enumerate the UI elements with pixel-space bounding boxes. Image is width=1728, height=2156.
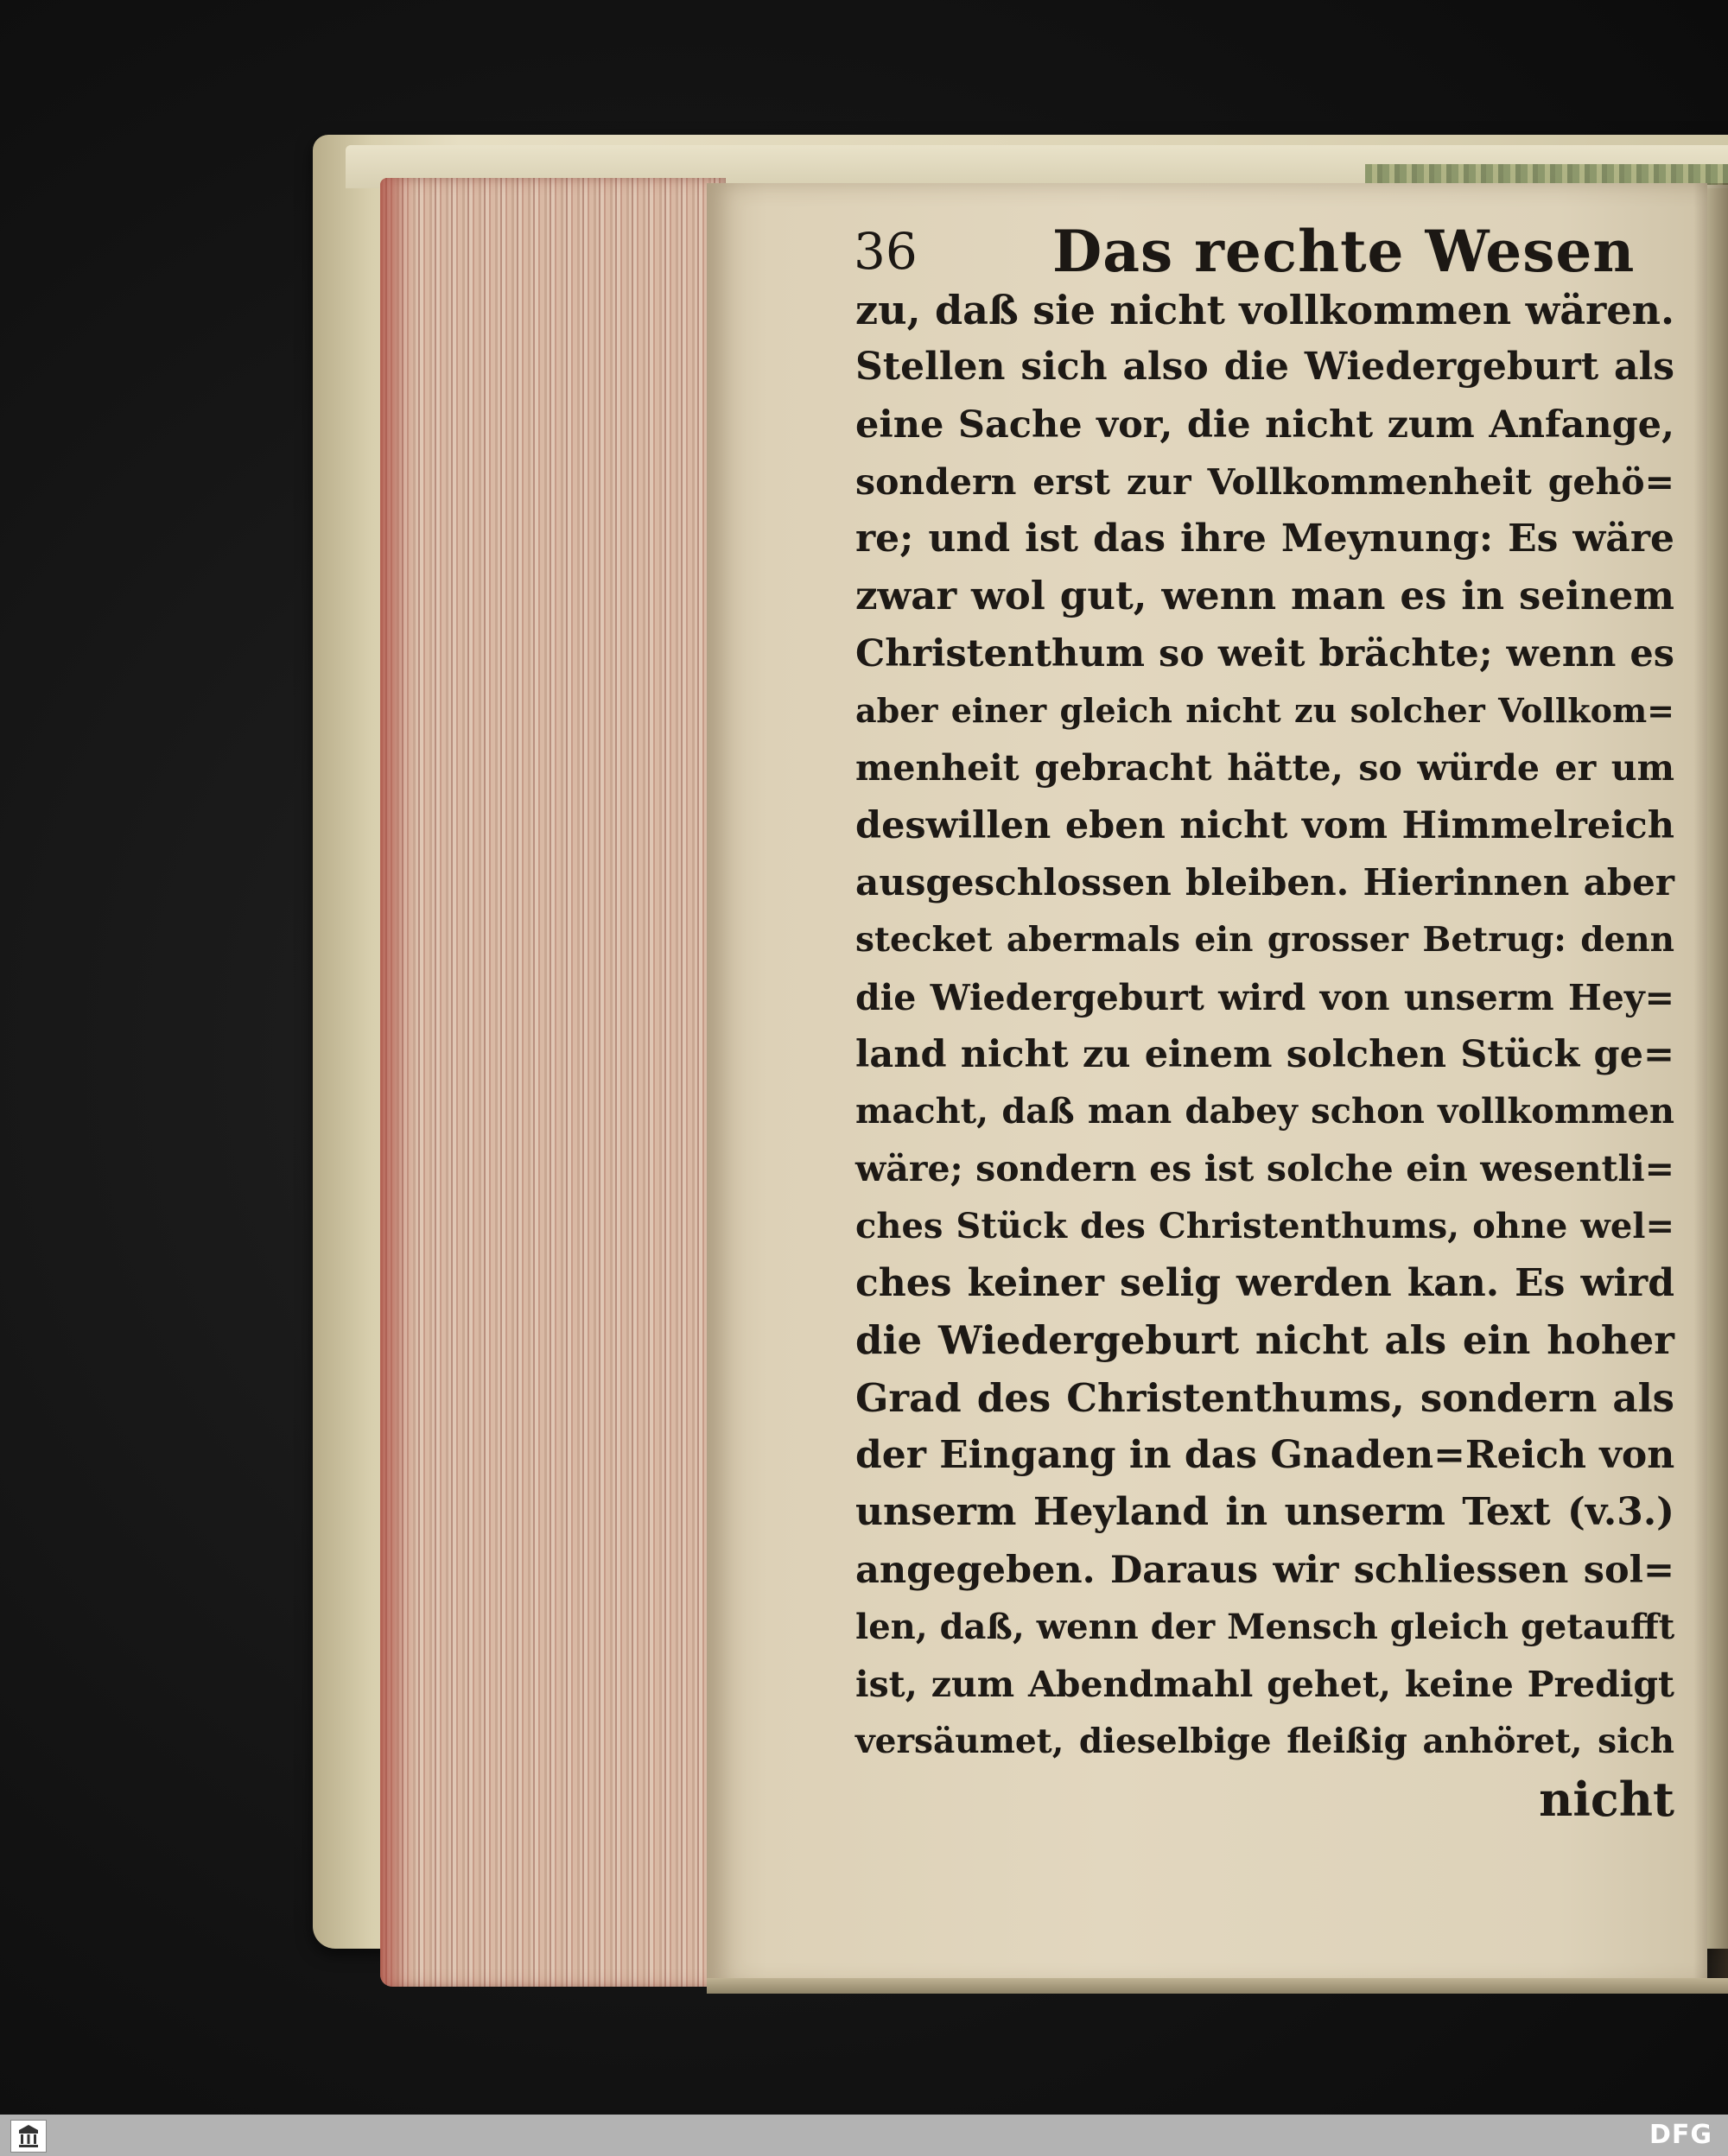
text-line: aber einer gleich nicht zu solcher Vollkom= [855, 691, 1674, 731]
body-text [855, 282, 1674, 1828]
text-line: land nicht zu einem solchen Stück ge= [855, 1032, 1674, 1076]
text-line: eine Sache vor, die nicht zum Anfange, [855, 403, 1674, 447]
headband [1365, 164, 1728, 185]
text-line: ausgeschlossen bleiben. Hierinnen aber [855, 860, 1674, 904]
text-line: Christenthum so weit brächte; wenn es [855, 631, 1674, 675]
text-line: ches keiner selig werden kan. Es wird [855, 1261, 1674, 1306]
text-line: die Wiedergeburt nicht als ein hoher [855, 1317, 1674, 1364]
text-line: die Wiedergeburt wird von unserm Hey= [855, 976, 1674, 1018]
viewer-footer [0, 2115, 1728, 2156]
page-number: 36 [854, 222, 918, 281]
page-gutter-shadow [1693, 183, 1728, 1987]
catchword: nicht [1539, 1771, 1674, 1827]
text-line: Grad des Christenthums, sondern als [855, 1374, 1674, 1421]
text-line: Stellen sich also die Wiedergeburt als [855, 345, 1674, 390]
page-bottom-edge [707, 1978, 1728, 1994]
running-head: Das rechte Wesen [1052, 218, 1636, 285]
text-line: re; und ist das ihre Meynung: Es wäre [855, 517, 1674, 561]
text-line: len, daß, wenn der Mensch gleich getaufft [855, 1606, 1675, 1647]
text-line: ches Stück des Christenthums, ohne wel= [855, 1205, 1674, 1246]
text-line: menheit gebracht hätte, so würde er um [855, 747, 1674, 789]
text-line: deswillen eben nicht vom Himmelreich [855, 803, 1674, 847]
text-line: versäumet, dieselbige fleißig anhöret, sich [855, 1722, 1674, 1762]
text-line: macht, daß man dabey schon vollkommen [855, 1091, 1674, 1132]
text-line: wäre; sondern es ist solche ein wesentli= [855, 1148, 1674, 1190]
page-fore-edge [380, 178, 726, 1987]
text-line: sondern erst zur Vollkommenheit gehö= [855, 460, 1674, 503]
text-line: der Eingang in das Gnaden=Reich von [855, 1432, 1675, 1477]
dfg-logo: DFG [1649, 2120, 1712, 2150]
text-line: zwar wol gut, wenn man es in seinem [855, 573, 1674, 619]
text-line: ist, zum Abendmahl gehet, keine Predigt [855, 1664, 1674, 1706]
text-line: stecket abermals ein grosser Betrug: denn [855, 920, 1674, 961]
library-seal-icon [10, 2120, 47, 2153]
text-line: angegeben. Daraus wir schliessen sol= [855, 1548, 1674, 1592]
text-line: unserm Heyland in unserm Text (v.3.) [855, 1490, 1674, 1535]
text-line: zu, daß sie nicht vollkommen wären. [855, 287, 1674, 333]
